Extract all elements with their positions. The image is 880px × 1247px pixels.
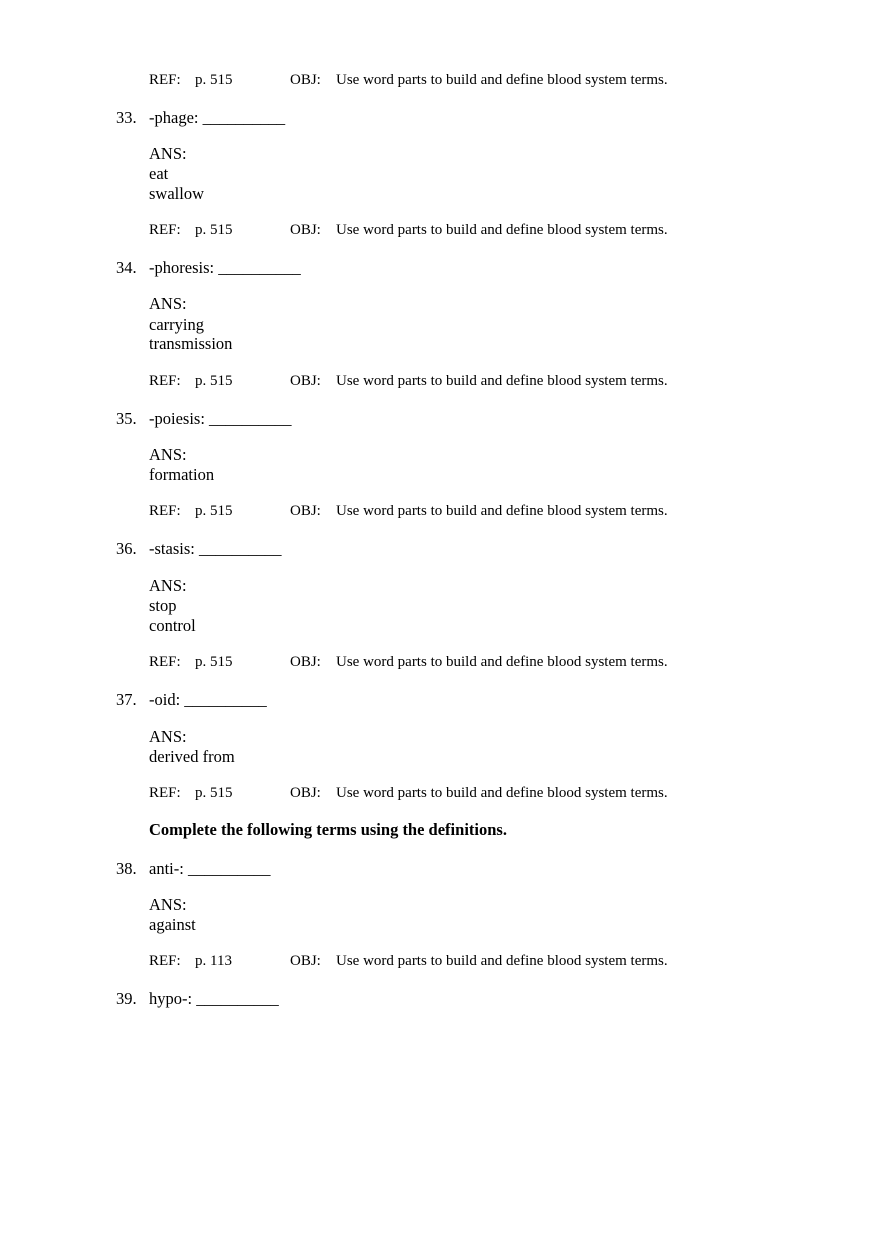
answer-label: ANS:: [149, 895, 187, 914]
ref-label: REF:: [149, 953, 181, 969]
objective-text: Use word parts to build and define blood system terms.: [336, 72, 668, 88]
question-prompt: -stasis: __________: [149, 539, 282, 558]
ref-label: REF:: [149, 373, 181, 389]
answer-label: ANS:: [149, 576, 187, 595]
answer-text: transmission: [149, 334, 233, 353]
ref-page: p. 113: [195, 953, 232, 969]
obj-label: OBJ:: [290, 373, 321, 389]
objective-text: Use word parts to build and define blood system terms.: [336, 373, 668, 389]
question-number: 34.: [116, 258, 137, 277]
answer-text: eat: [149, 164, 169, 183]
objective-text: Use word parts to build and define blood system terms.: [336, 953, 668, 969]
question-prompt: anti-: __________: [149, 859, 271, 878]
answer-text: control: [149, 616, 196, 635]
objective-text: Use word parts to build and define blood system terms.: [336, 785, 668, 801]
question-prompt: -poiesis: __________: [149, 409, 292, 428]
obj-label: OBJ:: [290, 72, 321, 88]
ref-label: REF:: [149, 503, 181, 519]
answer-text: derived from: [149, 747, 235, 766]
question-prompt: -phoresis: __________: [149, 258, 301, 277]
answer-text: swallow: [149, 184, 204, 203]
question-number: 36.: [116, 539, 137, 558]
ref-page: p. 515: [195, 222, 233, 238]
answer-text: formation: [149, 465, 215, 484]
question-prompt: -phage: __________: [149, 108, 286, 127]
question-number: 39.: [116, 989, 137, 1008]
answer-text: stop: [149, 596, 177, 615]
obj-label: OBJ:: [290, 785, 321, 801]
objective-text: Use word parts to build and define blood system terms.: [336, 222, 668, 238]
ref-label: REF:: [149, 654, 181, 670]
ref-page: p. 515: [195, 785, 233, 801]
obj-label: OBJ:: [290, 503, 321, 519]
obj-label: OBJ:: [290, 222, 321, 238]
obj-label: OBJ:: [290, 953, 321, 969]
question-prompt: hypo-: __________: [149, 989, 279, 1008]
question-number: 33.: [116, 108, 137, 127]
ref-label: REF:: [149, 72, 181, 88]
answer-label: ANS:: [149, 144, 187, 163]
ref-page: p. 515: [195, 72, 233, 88]
question-number: 35.: [116, 409, 137, 428]
section-heading: Complete the following terms using the definitions.: [149, 820, 507, 839]
question-number: 38.: [116, 859, 137, 878]
answer-text: carrying: [149, 315, 204, 334]
ref-label: REF:: [149, 222, 181, 238]
question-prompt: -oid: __________: [149, 690, 267, 709]
answer-label: ANS:: [149, 294, 187, 313]
ref-page: p. 515: [195, 373, 233, 389]
answer-text: against: [149, 915, 196, 934]
answer-label: ANS:: [149, 727, 187, 746]
question-number: 37.: [116, 690, 137, 709]
ref-label: REF:: [149, 785, 181, 801]
ref-page: p. 515: [195, 654, 233, 670]
obj-label: OBJ:: [290, 654, 321, 670]
objective-text: Use word parts to build and define blood system terms.: [336, 503, 668, 519]
ref-page: p. 515: [195, 503, 233, 519]
answer-label: ANS:: [149, 445, 187, 464]
objective-text: Use word parts to build and define blood system terms.: [336, 654, 668, 670]
